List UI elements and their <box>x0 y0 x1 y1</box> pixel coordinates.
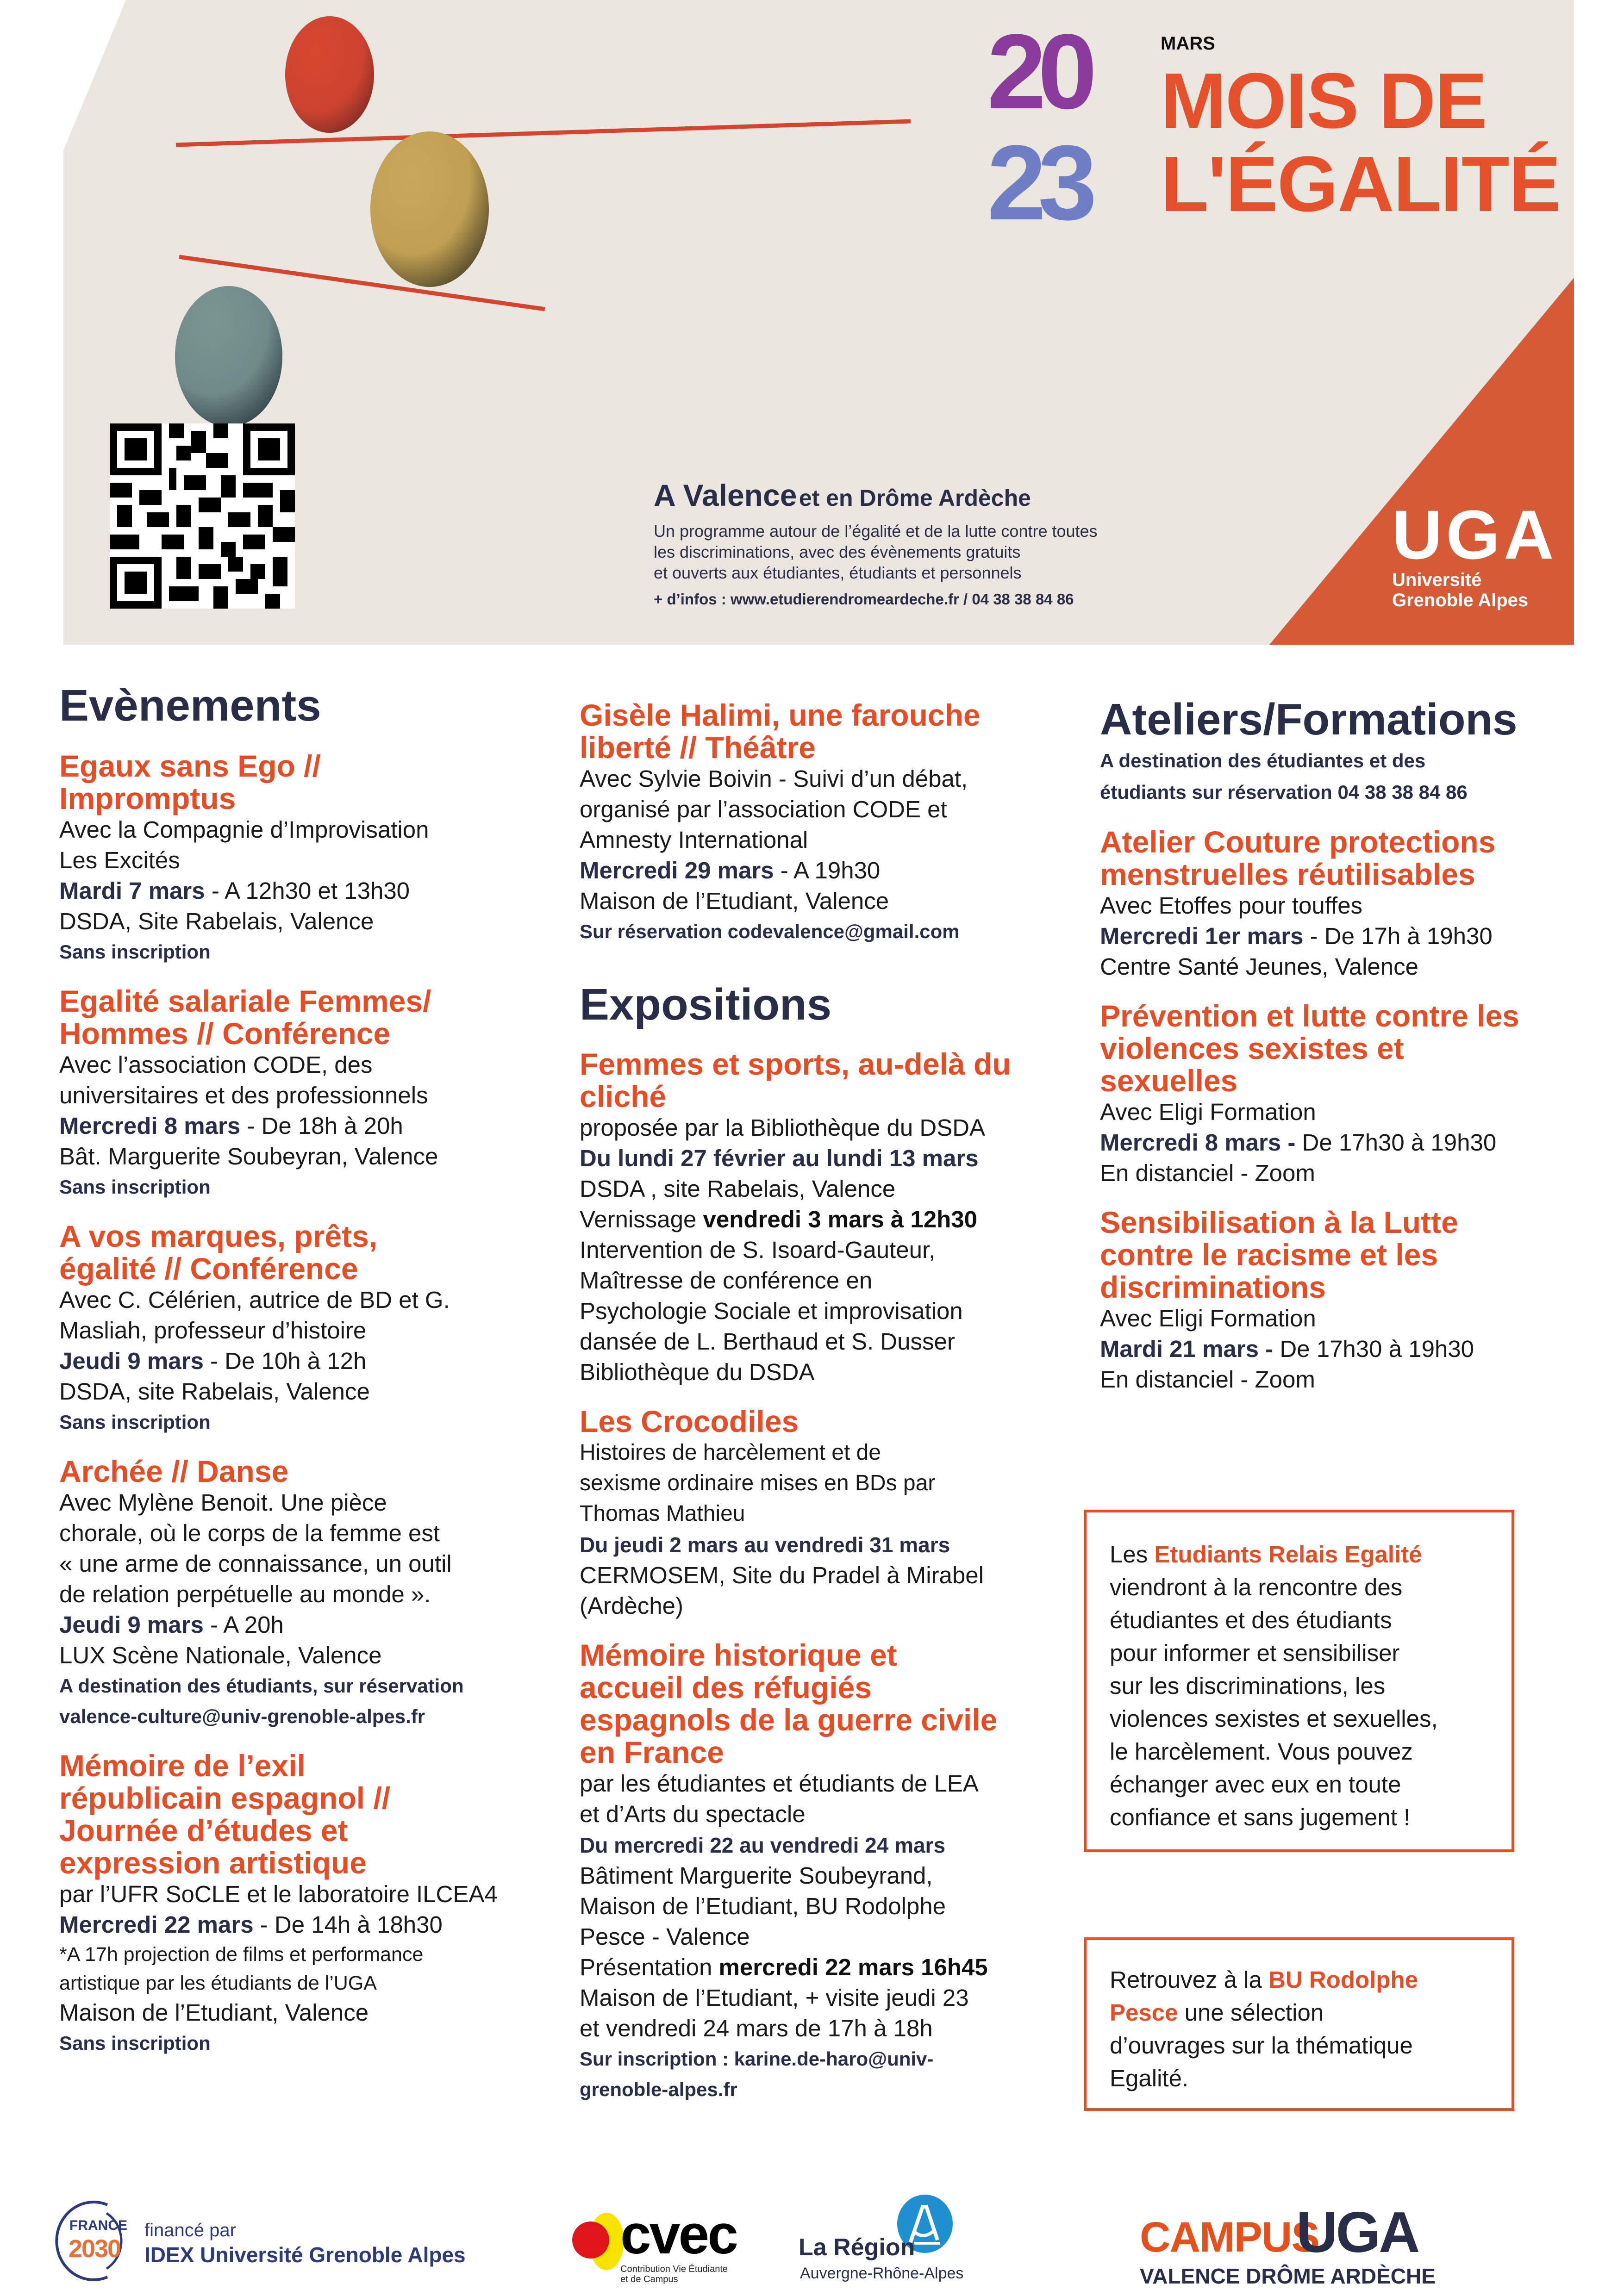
exhibition-detail: Intervention de S. Isoard-Gauteur, <box>580 1237 936 1263</box>
page-title <box>1161 59 1560 226</box>
event-place: Maison de l’Etudiant, Valence <box>580 888 889 914</box>
event-date <box>59 1610 559 1640</box>
cvec-subtitle <box>620 2264 728 2284</box>
title-line-1: MOIS DE <box>1161 57 1487 145</box>
event-date-bold: Jeudi 9 mars <box>59 1348 204 1374</box>
france-2030-year: 2030 <box>69 2235 121 2263</box>
relais-line: viendront à la rencontre des <box>1110 1574 1403 1600</box>
event-place: Maison de l’Etudiant, Valence <box>59 1999 369 2026</box>
relais-line: sur les discriminations, les <box>1110 1673 1386 1699</box>
event-item <box>59 985 559 1202</box>
event-note: Sans inscription <box>59 2032 211 2054</box>
event-item <box>59 750 559 967</box>
exhibition-detail: dansée de L. Berthaud et S. Dusser <box>580 1328 955 1355</box>
event-note: A destination des étudiants, sur réservation <box>59 1675 464 1697</box>
event-time: - De 14h à 18h30 <box>253 1911 443 1938</box>
bu-highlight: Pesce <box>1110 1999 1178 2026</box>
event-desc: universitaires et des professionnels <box>59 1082 428 1108</box>
event-desc: de relation perpétuelle au monde ». <box>59 1581 431 1607</box>
event-desc: Amnesty International <box>580 827 808 853</box>
uga-name-line: Université <box>1392 570 1482 590</box>
event-reservation-link[interactable]: Sur réservation codevalence@gmail.com <box>580 921 960 942</box>
events-column <box>59 680 559 2059</box>
event-date <box>59 876 559 906</box>
workshop-place: Centre Santé Jeunes, Valence <box>1100 953 1419 980</box>
workshop-item <box>1100 1000 1577 1188</box>
event-date-bold: Mardi 7 mars <box>59 877 205 904</box>
exhibition-vernissage <box>580 1204 1080 1235</box>
event-desc: Avec la Compagnie d’Improvisation <box>59 816 429 843</box>
uga-name-line: Grenoble Alpes <box>1392 590 1529 610</box>
exhibition-desc: Histoires de harcèlement et de <box>580 1440 881 1465</box>
workshop-date <box>1100 1334 1577 1364</box>
location-city: A Valence <box>654 478 797 512</box>
event-extra: artistique par les étudiants de l’UGA <box>59 1972 377 1994</box>
event-desc: Les Excités <box>59 847 180 873</box>
cvec-wordmark: cvec <box>620 2203 737 2265</box>
exhibition-desc: Thomas Mathieu <box>580 1501 745 1526</box>
cvec-subtitle-line: Contribution Vie Étudiante <box>620 2264 728 2274</box>
event-note: Sans inscription <box>59 941 211 963</box>
workshop-title: Prévention et lutte contre les violences sexistes et sexuelles <box>1100 999 1519 1098</box>
section-title-expositions: Expositions <box>580 980 832 1029</box>
workshop-title: Sensibilisation à la Lutte contre le racisme et les discriminations <box>1100 1205 1458 1304</box>
exhibition-place: Bâtiment Marguerite Soubeyrand, <box>580 1862 933 1889</box>
event-item <box>59 1749 559 2059</box>
location-region: et en Drôme Ardèche <box>799 485 1031 511</box>
exhibition-detail: et vendredi 24 mars de 17h à 18h <box>580 2015 933 2041</box>
event-date <box>59 1346 559 1376</box>
exhibition-place: CERMOSEM, Site du Pradel à Mirabel <box>580 1562 984 1588</box>
event-item <box>59 1455 559 1732</box>
relais-line: pour informer et sensibiliser <box>1110 1640 1400 1666</box>
info-link[interactable]: + d’infos : www.etudierendromeardeche.fr / 04 38 38 84 86 <box>654 591 1074 608</box>
event-desc: organisé par l’association CODE et <box>580 796 947 822</box>
idex-label: IDEX Université Grenoble Alpes <box>144 2243 466 2267</box>
qr-code-icon[interactable] <box>110 423 295 609</box>
workshop-date <box>1100 921 1577 952</box>
workshops-subtitle-line: A destination des étudiantes et des <box>1100 750 1426 772</box>
bu-line: d’ouvrages sur la thématique <box>1110 2032 1413 2059</box>
bu-line: Egalité. <box>1110 2065 1189 2091</box>
exhibition-place: Maison de l’Etudiant, BU Rodolphe <box>580 1893 946 1919</box>
event-title: Egalité salariale Femmes/ Hommes // Conférence <box>59 984 431 1051</box>
event-time: - De 10h à 12h <box>203 1348 367 1374</box>
logo-year-top: 20 <box>987 12 1089 131</box>
event-desc: « une arme de connaissance, un outil <box>59 1550 452 1577</box>
section-title-events: Evènements <box>59 681 321 730</box>
workshop-time: De 17h30 à 19h30 <box>1273 1336 1474 1362</box>
exhibition-desc: par les étudiantes et étudiants de LEA <box>580 1770 979 1797</box>
workshop-date-bold: Mercredi 1er mars <box>1100 923 1304 949</box>
exhibition-item <box>580 1405 1080 1621</box>
workshop-title: Atelier Couture protections menstruelles réutilisables <box>1100 825 1496 891</box>
white-corner <box>63 0 126 150</box>
uga-logo-name <box>1392 570 1557 610</box>
event-date-bold: Mercredi 29 mars <box>580 857 774 884</box>
exhibition-item <box>580 1048 1080 1388</box>
bu-first-line <box>1110 1963 1493 1996</box>
exhibition-presentation <box>580 1952 1080 1983</box>
event-date <box>59 1111 559 1141</box>
exhibition-desc: et d’Arts du spectacle <box>580 1801 806 1827</box>
workshop-desc: Avec Eligi Formation <box>1100 1305 1316 1332</box>
bu-highlight: BU Rodolphe <box>1268 1966 1418 1993</box>
relais-line: le harcèlement. Vous pouvez <box>1110 1738 1413 1765</box>
event-desc: Avec l’association CODE, des <box>59 1052 373 1078</box>
exhibition-place: (Ardèche) <box>580 1593 683 1619</box>
exhibition-signup-link[interactable]: grenoble-alpes.fr <box>580 2078 737 2100</box>
funded-by-label: financé par <box>144 2220 236 2240</box>
exhibition-date-bold: Du jeudi 2 mars au vendredi 31 mars <box>580 1533 950 1557</box>
workshop-desc: Avec Eligi Formation <box>1100 1099 1316 1125</box>
presentation-label: Présentation <box>580 1954 719 1980</box>
event-date-bold: Jeudi 9 mars <box>59 1612 204 1638</box>
event-date <box>59 1910 559 1940</box>
event-place: DSDA, site Rabelais, Valence <box>59 1378 370 1405</box>
workshop-desc: Avec Etoffes pour touffes <box>1100 892 1363 919</box>
event-time: - A 20h <box>203 1612 284 1638</box>
event-item <box>59 1220 559 1437</box>
workshops-subtitle <box>1100 745 1577 808</box>
workshops-column <box>1100 694 1577 1395</box>
logo-month: MARS <box>1161 33 1215 54</box>
bu-second-line <box>1110 1996 1493 2029</box>
exhibition-date-bold: Du lundi 27 février au lundi 13 mars <box>580 1145 979 1171</box>
intro-line: et ouverts aux étudiantes, étudiants et personnels <box>654 563 1022 582</box>
intro-line: les discriminations, avec des évènements gratuits <box>654 542 1021 561</box>
teal-ball <box>175 286 282 427</box>
exhibition-title: Mémoire historique et accueil des réfugiés espagnols de la guerre civile en France <box>580 1638 998 1769</box>
event-date-bold: Mercredi 8 mars <box>59 1113 241 1139</box>
exhibition-place: DSDA , site Rabelais, Valence <box>580 1176 896 1202</box>
relais-highlight: Etudiants Relais Egalité <box>1154 1541 1422 1568</box>
workshop-item <box>1100 826 1577 982</box>
intro-line: Un programme autour de l’égalité et de la lutte contre toutes <box>654 522 1098 541</box>
event-title: Mémoire de l’exil républicain espagnol // Journée d’études et expression artistique <box>59 1748 391 1880</box>
exhibition-date <box>580 1143 1080 1174</box>
event-item-theatre <box>580 699 1080 947</box>
campus-wordmark: CAMPUS <box>1140 2214 1319 2261</box>
event-email-link[interactable]: valence-culture@univ-grenoble-alpes.fr <box>59 1705 425 1727</box>
workshop-place: En distanciel - Zoom <box>1100 1160 1315 1186</box>
relais-first-line <box>1110 1538 1493 1571</box>
section-title-workshops: Ateliers/Formations <box>1100 695 1518 744</box>
vernissage-label: Vernissage <box>580 1206 703 1232</box>
exhibition-date <box>580 1529 1080 1560</box>
presentation-date: mercredi 22 mars 16h45 <box>718 1954 988 1980</box>
campus-subtitle: VALENCE DRÔME ARDÈCHE <box>1140 2264 1436 2288</box>
intro-text <box>654 521 1302 583</box>
region-subtitle: Auvergne-Rhône-Alpes <box>800 2265 964 2282</box>
event-time: - De 18h à 20h <box>240 1113 403 1139</box>
event-note: Sans inscription <box>59 1176 211 1198</box>
event-desc: Masliah, professeur d’histoire <box>59 1317 367 1344</box>
exhibition-item <box>580 1639 1080 2105</box>
exhibition-signup-link[interactable]: Sur inscription : karine.de-haro@univ- <box>580 2048 934 2070</box>
event-note: Sans inscription <box>59 1411 211 1433</box>
event-place: Bât. Marguerite Soubeyran, Valence <box>59 1143 438 1170</box>
event-time: - A 19h30 <box>774 857 881 884</box>
event-extra: *A 17h projection de films et performance <box>59 1943 424 1966</box>
event-date-bold: Mercredi 22 mars <box>59 1911 254 1938</box>
exhibition-title: Les Crocodiles <box>580 1404 799 1438</box>
event-desc: Avec C. Célérien, autrice de BD et G. <box>59 1287 450 1313</box>
relais-line: échanger avec eux en toute <box>1110 1771 1401 1798</box>
bu-rest: une sélection <box>1178 1999 1324 2026</box>
middle-column <box>580 699 1080 2105</box>
workshop-date-bold: Mercredi 8 mars - <box>1100 1129 1296 1156</box>
bu-box <box>1084 1937 1514 2111</box>
event-title: A vos marques, prêts, égalité // Conférence <box>59 1219 378 1286</box>
title-line-2: L'ÉGALITÉ <box>1161 140 1560 228</box>
relais-line: confiance et sans jugement ! <box>1110 1804 1411 1830</box>
footer-logos <box>0 2175 1624 2296</box>
relais-line: violences sexistes et sexuelles, <box>1110 1705 1438 1732</box>
logo-year-bottom: 23 <box>987 123 1089 242</box>
workshop-date-bold: Mardi 21 mars - <box>1100 1336 1274 1362</box>
workshop-item <box>1100 1206 1577 1395</box>
red-ball <box>285 16 374 133</box>
bu-prefix: Retrouvez à la <box>1110 1966 1269 1993</box>
relais-egalite-box <box>1084 1510 1514 1852</box>
event-time: - A 12h30 et 13h30 <box>205 877 410 904</box>
event-title: Gisèle Halimi, une farouche liberté // Théâtre <box>580 698 981 765</box>
france-2030-label: FRANCE <box>69 2218 127 2233</box>
uga-logo <box>1392 496 1558 610</box>
logo-year <box>987 12 1140 242</box>
region-name: La Région <box>799 2234 915 2261</box>
exhibition-detail: Maîtresse de conférence en <box>580 1267 873 1294</box>
event-title: Egaux sans Ego // Impromptus <box>59 749 321 815</box>
vernissage-date: vendredi 3 mars à 12h30 <box>703 1206 978 1232</box>
event-date <box>580 855 1080 886</box>
workshop-place: En distanciel - Zoom <box>1100 1366 1315 1393</box>
event-place: DSDA, Site Rabelais, Valence <box>59 908 374 934</box>
header-banner <box>63 0 1574 645</box>
red-line-top <box>176 121 911 145</box>
relais-line: étudiantes et des étudiants <box>1110 1607 1392 1633</box>
campus-uga-wordmark: UGA <box>1296 2201 1418 2265</box>
exhibition-date-bold: Du mercredi 22 au vendredi 24 mars <box>580 1833 946 1857</box>
event-desc: chorale, où le corps de la femme est <box>59 1520 440 1546</box>
event-desc: Avec Sylvie Boivin - Suivi d’un débat, <box>580 765 968 792</box>
exhibition-date <box>580 1829 1080 1860</box>
exhibition-detail: Psychologie Sociale et improvisation <box>580 1298 963 1324</box>
workshop-time: - De 17h à 19h30 <box>1303 923 1493 949</box>
exhibition-desc: sexisme ordinaire mises en BDs par <box>580 1471 936 1495</box>
workshop-time: De 17h30 à 19h30 <box>1295 1129 1497 1156</box>
uga-logo-letters: UGA <box>1392 496 1558 573</box>
location-heading <box>654 477 1031 516</box>
exhibition-detail: Bibliothèque du DSDA <box>580 1359 815 1385</box>
event-desc: par l’UFR SoCLE et le laboratoire ILCEA4 <box>59 1881 498 1907</box>
exhibition-title: Femmes et sports, au-delà du cliché <box>580 1047 1011 1114</box>
workshops-subtitle-line: étudiants sur réservation 04 38 38 84 86 <box>1100 781 1468 803</box>
exhibition-place: Pesce - Valence <box>580 1923 750 1950</box>
exhibition-detail: Maison de l’Etudiant, + visite jeudi 23 <box>580 1985 969 2011</box>
event-desc: Avec Mylène Benoit. Une pièce <box>59 1489 387 1516</box>
gold-ball <box>370 131 489 287</box>
event-place: LUX Scène Nationale, Valence <box>59 1642 382 1668</box>
cvec-subtitle-line: et de Campus <box>620 2274 678 2284</box>
exhibition-desc: proposée par la Bibliothèque du DSDA <box>580 1114 986 1141</box>
workshop-date <box>1100 1127 1577 1158</box>
relais-prefix: Les <box>1110 1541 1155 1568</box>
event-title: Archée // Danse <box>59 1454 289 1488</box>
